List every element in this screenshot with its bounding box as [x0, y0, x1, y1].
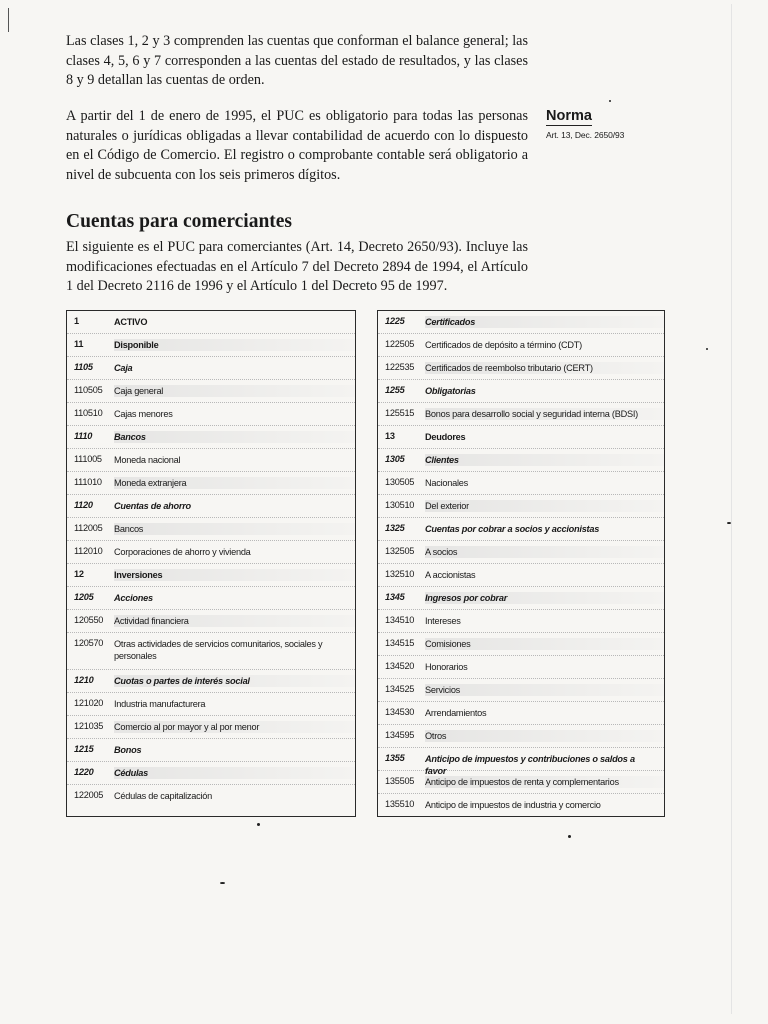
account-name: Cuotas o partes de interés social [114, 675, 355, 687]
accounts-table-right [377, 310, 665, 817]
account-name: Industria manufacturera [114, 699, 206, 709]
table-row [378, 748, 664, 776]
account-name: Otras actividades de servicios comunitarios, sociales y personales [114, 639, 323, 661]
account-code: 110510 [74, 408, 103, 418]
account-code: 130510 [385, 500, 415, 510]
sidebar-note-reference: Art. 13, Dec. 2650/93 [546, 130, 625, 140]
sidebar-note-title: Norma [546, 108, 592, 124]
account-code: 120550 [74, 615, 104, 625]
account-name: Moneda extranjera [114, 477, 355, 489]
account-code: 132510 [385, 569, 415, 579]
account-name: Servicios [425, 684, 664, 696]
table-row [67, 633, 355, 670]
account-code: 12 [74, 569, 84, 579]
account-code: 1210 [74, 675, 94, 685]
table-row [67, 472, 355, 495]
account-code: 122505 [385, 339, 415, 349]
table-row [67, 739, 355, 762]
account-name: ACTIVO [114, 317, 148, 327]
account-name: A accionistas [425, 570, 476, 580]
scan-margin-line [8, 8, 9, 32]
account-code: 1225 [385, 316, 405, 326]
table-row [378, 794, 664, 813]
table-row [378, 472, 664, 495]
table-row [378, 311, 664, 334]
table-row [67, 449, 355, 472]
scan-speck [568, 835, 571, 838]
table-row [378, 610, 664, 633]
table-row [67, 564, 355, 587]
account-code: 112010 [74, 546, 103, 556]
account-code: 11 [74, 339, 84, 349]
scan-speck [257, 823, 260, 826]
account-code: 1215 [74, 744, 94, 754]
table-row [378, 633, 664, 656]
account-code: 135510 [385, 799, 415, 809]
account-code: 110505 [74, 385, 103, 395]
account-name: Del exterior [425, 500, 664, 512]
account-code: 111010 [74, 477, 102, 487]
table-row [378, 334, 664, 357]
table-row [378, 587, 664, 610]
account-code: 1110 [74, 431, 93, 441]
account-name: Certificados de reembolso tributario (CERT) [425, 362, 664, 374]
account-name: Bancos [114, 523, 355, 535]
account-name: Ingresos por cobrar [425, 592, 664, 604]
table-row [67, 541, 355, 564]
table-row [378, 564, 664, 587]
table-row [378, 679, 664, 702]
account-name: Intereses [425, 616, 461, 626]
account-code: 134510 [385, 615, 415, 625]
table-row [378, 426, 664, 449]
account-code: 134515 [385, 638, 415, 648]
account-code: 1255 [385, 385, 405, 395]
table-row [378, 541, 664, 564]
account-name: Corporaciones de ahorro y vivienda [114, 547, 251, 557]
account-name: Certificados de depósito a término (CDT) [425, 340, 582, 350]
account-name: Moneda nacional [114, 455, 181, 465]
account-code: 122535 [385, 362, 415, 372]
scan-speck [220, 882, 225, 884]
account-code: 1 [74, 316, 79, 326]
table-row [378, 702, 664, 725]
account-code: 132505 [385, 546, 415, 556]
account-name: Bonos para desarrollo social y seguridad interna (BDSI) [425, 408, 664, 420]
account-name: Caja [114, 363, 133, 373]
account-name: Otros [425, 730, 664, 742]
account-code: 134520 [385, 661, 415, 671]
account-name: Clientes [425, 454, 664, 466]
table-row [67, 785, 355, 808]
account-code: 120570 [74, 638, 104, 648]
section-heading: Cuentas para comerciantes [66, 211, 293, 232]
sidebar-note [546, 107, 626, 140]
table-row [378, 495, 664, 518]
table-row [378, 518, 664, 541]
account-name: Cajas menores [114, 409, 173, 419]
account-name: Actividad financiera [114, 615, 355, 627]
table-row [378, 357, 664, 380]
account-code: 135505 [385, 776, 415, 786]
account-name: Cédulas [114, 767, 355, 779]
intro-paragraph-classes: Las clases 1, 2 y 3 comprenden las cuentas que conforman el balance general; las clases 4, 5, 6 y 7 corresponden a las cuentas del estado de resultados, y las clases 8 y 9 detallan las cuentas de orden. [66, 33, 528, 88]
table-row [378, 403, 664, 426]
account-code: 121035 [74, 721, 104, 731]
account-name: Cuentas de ahorro [114, 501, 191, 511]
table-row [67, 426, 355, 449]
account-code: 121020 [74, 698, 104, 708]
scan-margin-line-right [731, 4, 732, 1014]
account-name: Acciones [114, 593, 153, 603]
account-name: Comisiones [425, 638, 664, 650]
table-row [67, 693, 355, 716]
table-row [67, 403, 355, 426]
account-code: 134525 [385, 684, 415, 694]
table-row [378, 725, 664, 748]
section-intro-paragraph: El siguiente es el PUC para comerciantes (Art. 14, Decreto 2650/93). Incluye las modificaciones efectuadas en el Artículo 7 del Decreto 2894 de 1994, el Artículo 1 del Decreto 2116 de 1996 y el Artículo 1 del Decreto 95 de 1997. [66, 239, 528, 294]
accounts-table-left [66, 310, 356, 817]
account-name: Anticipo de impuestos y contribuciones o saldos a favor [425, 754, 635, 776]
account-name: Bancos [114, 431, 355, 443]
account-code: 1355 [385, 753, 405, 763]
account-code: 112005 [74, 523, 103, 533]
table-row [67, 610, 355, 633]
scan-speck [727, 522, 731, 524]
table-row [378, 656, 664, 679]
account-name: Caja general [114, 385, 355, 397]
account-name: Certificados [425, 316, 664, 328]
account-name: Honorarios [425, 662, 468, 672]
account-code: 111005 [74, 454, 102, 464]
account-code: 134595 [385, 730, 415, 740]
table-row [67, 762, 355, 785]
account-name: Deudores [425, 432, 466, 442]
account-code: 13 [385, 431, 395, 441]
account-name: Nacionales [425, 478, 468, 488]
intro-paragraph-obligation: A partir del 1 de enero de 1995, el PUC es obligatorio para todas las personas naturales o jurídicas obligadas a llevar contabilidad de acuerdo con lo dispuesto en el Código de Comercio. El registro o comprobante contable será obligatorio a nivel de subcuenta con los seis primeros dígitos. [66, 108, 528, 183]
table-row [67, 380, 355, 403]
account-code: 130505 [385, 477, 415, 487]
table-row [67, 518, 355, 541]
account-code: 1345 [385, 592, 405, 602]
account-code: 1220 [74, 767, 94, 777]
table-row [378, 449, 664, 472]
account-code: 122005 [74, 790, 104, 800]
scan-speck [706, 348, 708, 350]
table-row [67, 716, 355, 739]
table-row [67, 311, 355, 334]
account-code: 1325 [385, 523, 405, 533]
account-name: Cuentas por cobrar a socios y accionistas [425, 524, 600, 534]
table-row [67, 357, 355, 380]
account-name: Anticipo de impuestos de industria y comercio [425, 800, 601, 810]
account-name: A socios [425, 546, 664, 558]
account-name: Obligatorias [425, 386, 476, 396]
account-name: Comercio al por mayor y al por menor [114, 721, 355, 733]
account-name: Bonos [114, 745, 142, 755]
table-row [67, 587, 355, 610]
account-code: 1120 [74, 500, 93, 510]
scan-speck [609, 100, 611, 102]
account-code: 134530 [385, 707, 415, 717]
account-code: 1305 [385, 454, 405, 464]
account-name: Disponible [114, 339, 355, 351]
account-name: Inversiones [114, 569, 355, 581]
table-row [67, 495, 355, 518]
account-name: Arrendamientos [425, 708, 487, 718]
account-code: 1205 [74, 592, 94, 602]
table-row [67, 334, 355, 357]
account-name: Anticipo de impuestos de renta y complementarios [425, 776, 664, 788]
account-code: 125515 [385, 408, 415, 418]
account-name: Cédulas de capitalización [114, 791, 212, 801]
table-row [67, 670, 355, 693]
account-code: 1105 [74, 362, 93, 372]
table-row [378, 380, 664, 403]
